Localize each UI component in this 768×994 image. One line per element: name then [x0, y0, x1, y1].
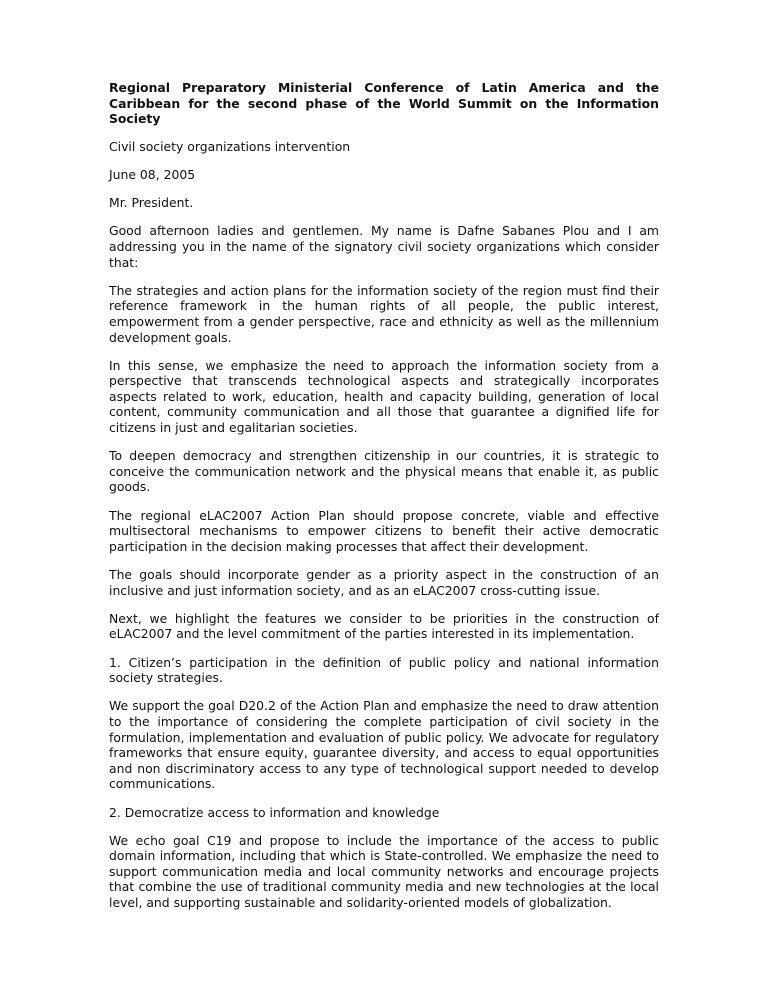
document-date: June 08, 2005 [109, 166, 196, 182]
paragraph-priorities: Next, we highlight the features we consider to be priorities in the construction of eLAC2007 and the level commitment of the parties interested in its implementation. [109, 610, 659, 642]
paragraph-action-plan: The regional eLAC2007 Action Plan should propose concrete, viable and effective multisectoral mechanisms to empower citizens to benefit their active democratic participation in the decision making processes that affect their development. [109, 507, 659, 554]
paragraph-goal-d20: We support the goal D20.2 of the Action Plan and emphasize the need to draw attention to the importance of considering the complete participation of civil society in the formulation, implementation and evaluation of public policy. We advocate for regulatory frameworks that ensure equity, guarantee diversity, and access to equal opportunities and non discriminatory access to any type of technological support needed to develop communications. [109, 698, 659, 792]
paragraph-emphasis: In this sense, we emphasize the need to approach the information society from a perspective that transcends technological aspects and strategically incorporates aspects related to work, education, health and capacity building, generation of local content, community communication and all those that guarantee a dignified life for citizens in just and egalitarian societies. [109, 357, 659, 436]
document-subtitle: Civil society organizations intervention [109, 138, 351, 154]
document-title: Regional Preparatory Ministerial Conference of Latin America and the Caribbean for the second phase of the World Summit on the Information Society [109, 80, 659, 127]
paragraph-goal-c19: We echo goal C19 and propose to include the importance of the access to public domain information, including that which is State-controlled. We emphasize the need to support communication media and local community networks and encourage projects that combine the use of traditional community media and new technologies at the local level, and supporting sustainable and solidarity-oriented models of globalization. [109, 832, 659, 911]
paragraph-democracy: To deepen democracy and strengthen citizenship in our countries, it is strategic to conceive the communication network and the physical means that enable it, as public goods. [109, 448, 659, 495]
paragraph-gender: The goals should incorporate gender as a priority aspect in the construction of an inclusive and just information society, and as an eLAC2007 cross-cutting issue. [109, 567, 659, 598]
paragraph-introduction: Good afternoon ladies and gentlemen. My name is Dafne Sabanes Plou and I am addressing you in the name of the signatory civil society organizations which consider that: [109, 223, 659, 270]
document-page [109, 80, 659, 923]
salutation: Mr. President. [109, 195, 194, 211]
section-heading-1: 1. Citizen’s participation in the definition of public policy and national information society strategies. [109, 654, 659, 686]
section-heading-2: 2. Democratize access to information and knowledge [109, 804, 440, 820]
paragraph-reference-framework: The strategies and action plans for the information society of the region must find their reference framework in the human rights of all people, the public interest, empowerment from a gender perspective, race and ethnicity as well as the millennium development goals. [109, 282, 659, 345]
